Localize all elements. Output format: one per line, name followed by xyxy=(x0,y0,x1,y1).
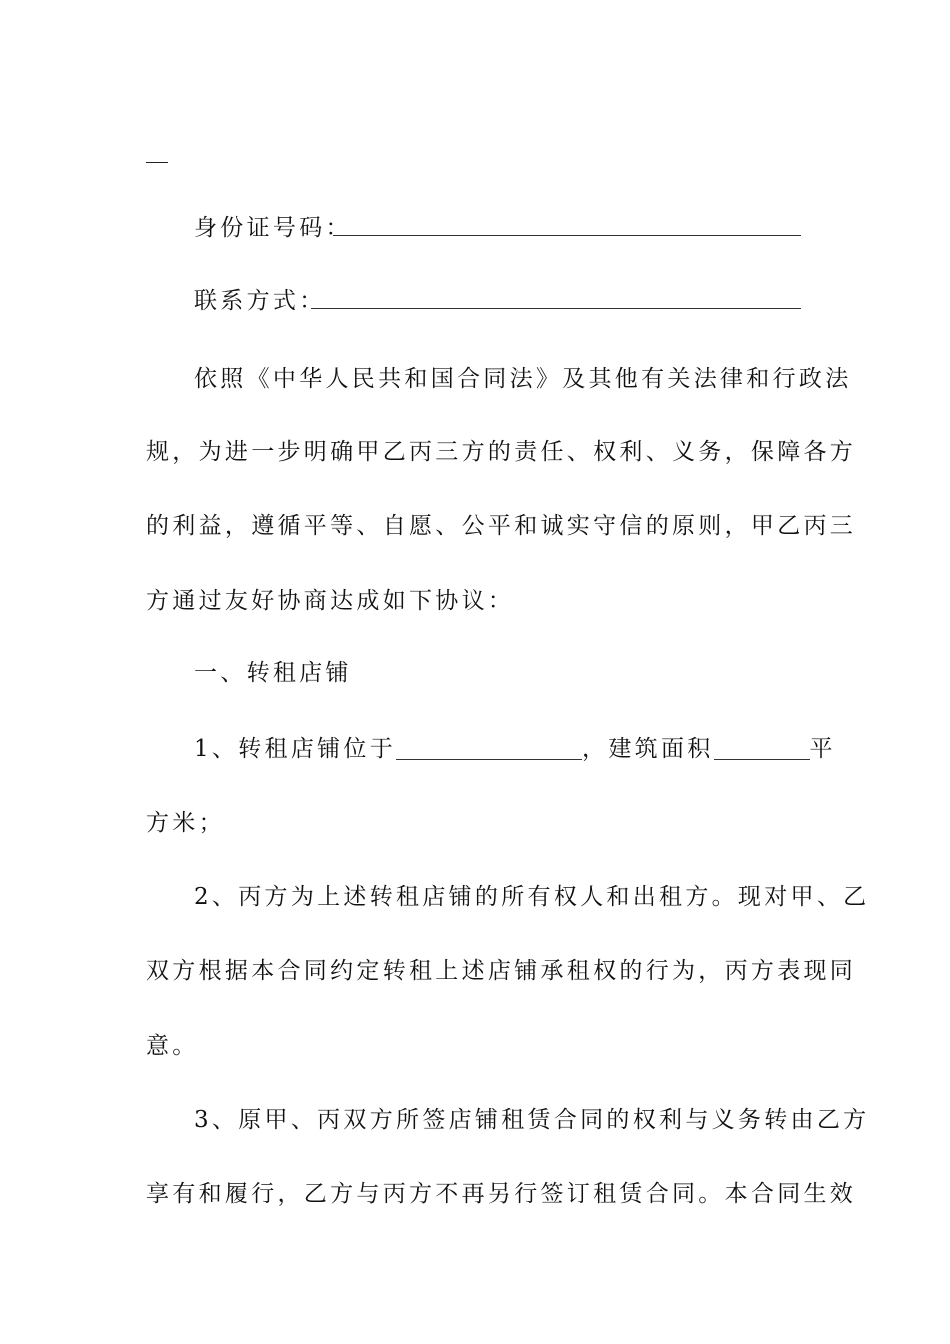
item-1-part2: ，建筑面积 xyxy=(582,736,714,762)
location-blank[interactable] xyxy=(396,735,582,760)
paragraph-line: 依照《中华人民共和国合同法》及其他有关法律和行政法 xyxy=(194,366,852,392)
section-heading: 一、转租店铺 xyxy=(194,660,352,686)
contact-row xyxy=(146,281,854,321)
id-number-row xyxy=(146,208,854,248)
top-dash-mark xyxy=(146,162,168,163)
id-number-label: 身份证号码： xyxy=(194,215,352,241)
paragraph-line: 方通过友好协商达成如下协议： xyxy=(146,588,515,614)
item-1-line xyxy=(146,729,854,769)
contact-label: 联系方式： xyxy=(194,288,326,314)
paragraph-line: 享有和履行，乙方与丙方不再另行签订租赁合同。本合同生效 xyxy=(146,1181,857,1207)
item-1-part1: 1、转租店铺位于 xyxy=(194,736,397,762)
paragraph-line: 规，为进一步明确甲乙丙三方的责任、权利、义务，保障各方 xyxy=(146,439,857,465)
paragraph-line: 2、丙方为上述转租店铺的所有权人和出租方。现对甲、乙 xyxy=(194,884,870,910)
paragraph-line: 的利益，遵循平等、自愿、公平和诚实守信的原则，甲乙丙三 xyxy=(146,513,857,539)
paragraph-line: 方米； xyxy=(146,810,225,836)
paragraph-line: 意。 xyxy=(146,1033,199,1059)
contact-blank[interactable] xyxy=(311,308,801,309)
item-1-part3: 平 xyxy=(809,736,836,762)
paragraph-line: 双方根据本合同约定转租上述店铺承租权的行为，丙方表现同 xyxy=(146,958,857,984)
paragraph-line: 3、原甲、丙双方所签店铺租赁合同的权利与义务转由乙方 xyxy=(194,1107,870,1133)
area-blank[interactable] xyxy=(714,735,810,760)
id-number-blank[interactable] xyxy=(333,235,801,236)
